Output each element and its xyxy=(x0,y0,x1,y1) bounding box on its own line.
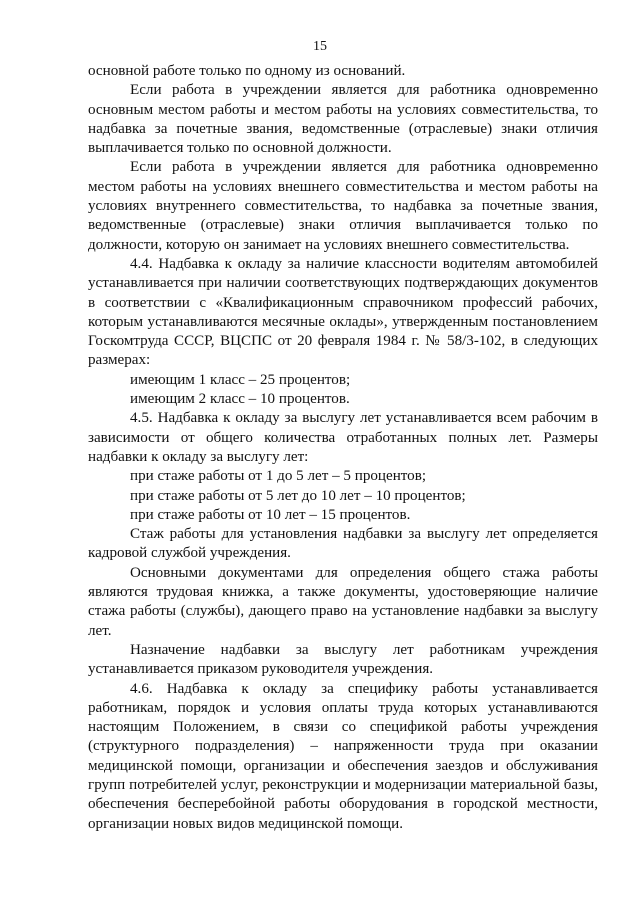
list-item-seniority-10-plus: при стаже работы от 10 лет – 15 процентов. xyxy=(130,506,411,523)
paragraph-seniority-order: Назначение надбавки за выслугу лет работникам учреждения устанавливается приказом руководителя учреждения. xyxy=(88,641,598,678)
paragraph-main-job-combination: Если работа в учреждении является для работника одновременно основным местом работы и местом работы на условиях совместительства, то надбавка за почетные звания, ведомственные (отраслевые) знаки отличия выплачивается только по основной должности. xyxy=(88,82,598,157)
list-item-class-2: имеющим 2 класс – 10 процентов. xyxy=(130,391,350,408)
paragraph-seniority-hr: Стаж работы для установления надбавки за выслугу лет определяется кадровой службой учреждения. xyxy=(88,526,598,562)
list-item-class-1: имеющим 1 класс – 25 процентов; xyxy=(130,371,351,388)
paragraph-4-4-driver-class: 4.4. Надбавка к окладу за наличие классности водителям автомобилей устанавливается при наличии соответствующих подтверждающих документов в соответствии с «Квалификационным справочником профессий рабочих, которым устанавливаются месячные оклады», утвержденным постановлением Госкомтруда СССР, ВЦСПС от 20 февраля 1984 г. № 58/3-102, в следующих размерах: xyxy=(88,255,598,369)
paragraph-seniority-documents: Основными документами для определения общего стажа работы являются трудовая книжка, а также документы, удостоверяющие наличие стажа работы (службы), дающего право на установление надбавки за выслугу лет. xyxy=(88,564,598,639)
paragraph-continuation: основной работе только по одному из оснований. xyxy=(88,63,406,79)
paragraph-external-internal-combination: Если работа в учреждении является для работника одновременно местом работы на условиях внешнего совместительства и местом работы на условиях внутреннего совместительства, то надбавка за почетные звания, ведомственные (отраслевые) знаки отличия выплачивается только по должности, которую он занимает на условиях внешнего совместительства. xyxy=(88,159,598,253)
paragraph-4-6-specifics: 4.6. Надбавка к окладу за специфику работы устанавливается работникам, порядок и условия оплаты труда которых устанавливаются настоящим Положением, в связи со спецификой работы учреждения (структурного подразделения) – напряженности труда при оказании медицинской помощи, организации и обеспечения заездов и обслуживания групп потребителей услуг, реконструкции и модернизации материальной базы, обеспечения бесперебойной работы оборудования в городской местности, организации новых видов медицинской помощи. xyxy=(88,680,598,832)
list-item-seniority-5-10: при стаже работы от 5 лет до 10 лет – 10 процентов; xyxy=(130,487,466,504)
page-number: 15 xyxy=(313,39,327,54)
list-item-seniority-1-5: при стаже работы от 1 до 5 лет – 5 процентов; xyxy=(130,468,427,485)
document-body xyxy=(88,62,598,834)
paragraph-4-5-seniority: 4.5. Надбавка к окладу за выслугу лет устанавливается всем рабочим в зависимости от общего количества отработанных полных лет. Размеры надбавки к окладу за выслугу лет: xyxy=(88,410,598,465)
